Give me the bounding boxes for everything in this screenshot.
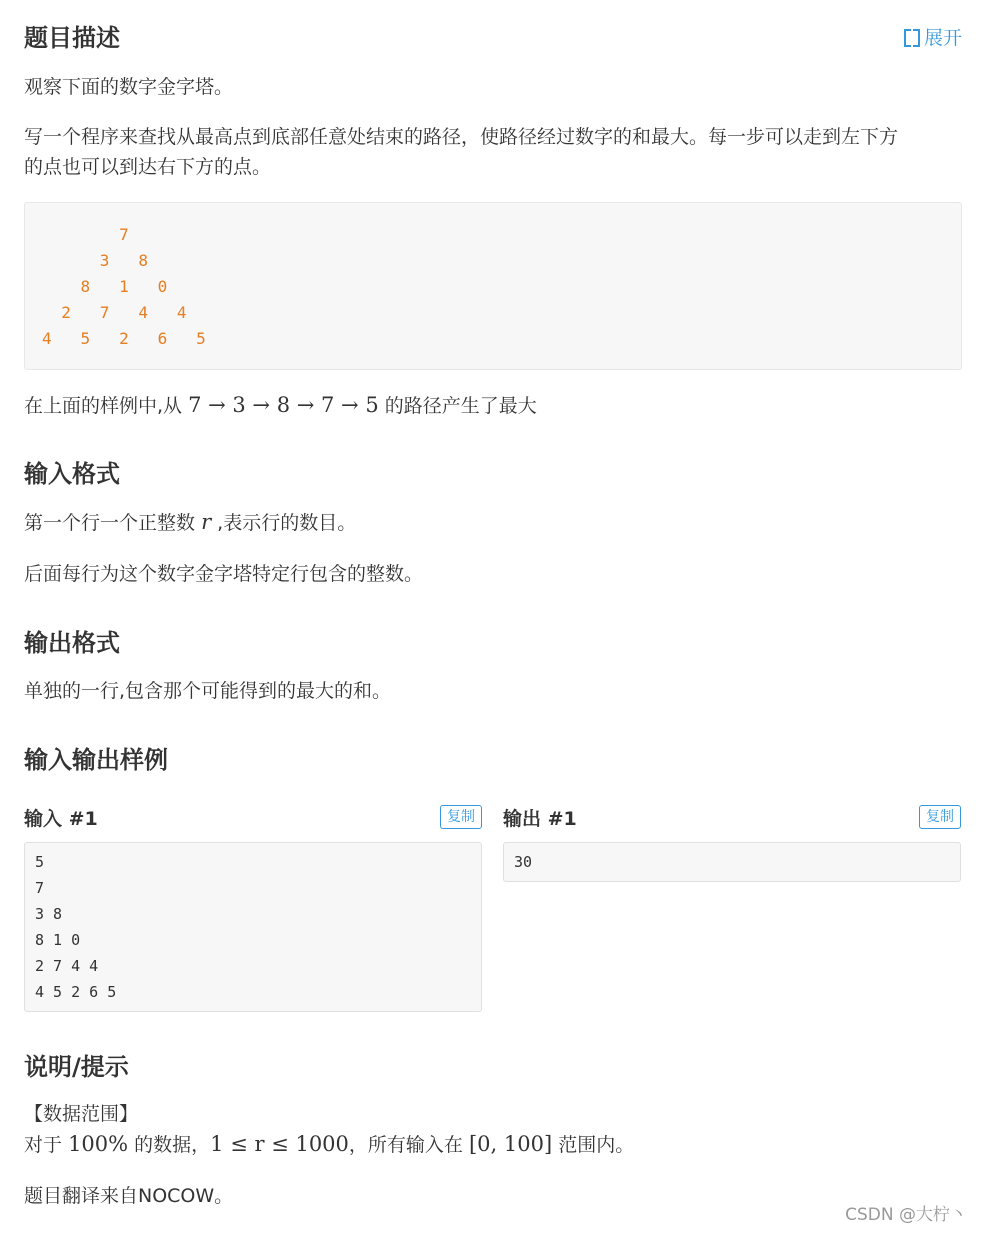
input-format-line1-suffix: ,表示行的数目。 xyxy=(217,512,357,534)
hint-range-pct: 100% xyxy=(68,1132,129,1156)
sample-input-box[interactable]: 5 7 3 8 8 1 0 2 7 4 4 4 5 2 6 5 xyxy=(24,842,482,1012)
input-format-line1 xyxy=(24,507,962,538)
hint-range-mid: 的数据， xyxy=(134,1134,211,1156)
hint-range-expr: 1 ≤ r ≤ 1000 xyxy=(210,1132,349,1156)
hint-range-interval: [0, 100] xyxy=(468,1132,553,1156)
sample-input xyxy=(24,803,482,1012)
example-path-math: 7 → 3 → 8 → 7 → 5 xyxy=(188,393,379,417)
input-format-var: r xyxy=(201,510,212,534)
hint-source: 题目翻译来自NOCOW。 xyxy=(24,1185,234,1207)
expand-button[interactable] xyxy=(904,23,962,50)
input-format-line2: 后面每行为这个数字金字塔特定行包含的整数。 xyxy=(24,563,424,585)
description-heading: 题目描述 xyxy=(24,24,120,52)
sample-output xyxy=(503,803,961,882)
samples-heading: 输入输出样例 xyxy=(24,746,168,774)
expand-icon xyxy=(904,29,920,45)
sample-input-title: 输入 #1 xyxy=(24,807,98,830)
description-para1: 观察下面的数字金字塔。 xyxy=(24,76,234,98)
sample-output-box[interactable]: 30 xyxy=(503,842,961,882)
description-para2-line1: 写一个程序来查找从最高点到底部任意处结束的路径，使路径经过数字的和最大。每一步可以走到左下方 xyxy=(24,126,899,148)
example-prefix: 在上面的样例中,从 xyxy=(24,395,183,417)
sample-output-title: 输出 #1 xyxy=(503,807,577,830)
description-para2-line2: 的点也可以到达右下方的点。 xyxy=(24,156,272,178)
hint-heading: 说明/提示 xyxy=(24,1053,129,1081)
pyramid-code-block xyxy=(24,202,962,370)
hint-range-prefix: 对于 xyxy=(24,1134,63,1156)
watermark: CSDN @大柠丶 xyxy=(845,1205,967,1225)
expand-label: 展开 xyxy=(923,27,962,49)
hint-range-mid2: ，所有输入在 xyxy=(348,1134,463,1156)
input-format-heading: 输入格式 xyxy=(24,460,120,488)
hint-range-line xyxy=(24,1129,962,1160)
example-suffix: 的路径产生了最大 xyxy=(384,395,537,417)
hint-range-label: 【数据范围】 xyxy=(24,1103,139,1125)
hint-range-suffix: 范围内。 xyxy=(558,1134,635,1156)
example-path-text xyxy=(24,390,962,421)
output-format-heading: 输出格式 xyxy=(24,629,120,657)
output-format-line1: 单独的一行,包含那个可能得到的最大的和。 xyxy=(24,680,392,702)
copy-input-button[interactable]: 复制 xyxy=(440,805,482,829)
input-format-line1-prefix: 第一个行一个正整数 xyxy=(24,512,196,534)
pyramid-text: 7 3 8 8 1 0 2 7 4 4 4 5 2 6 5 xyxy=(42,225,206,348)
copy-output-button[interactable]: 复制 xyxy=(919,805,961,829)
